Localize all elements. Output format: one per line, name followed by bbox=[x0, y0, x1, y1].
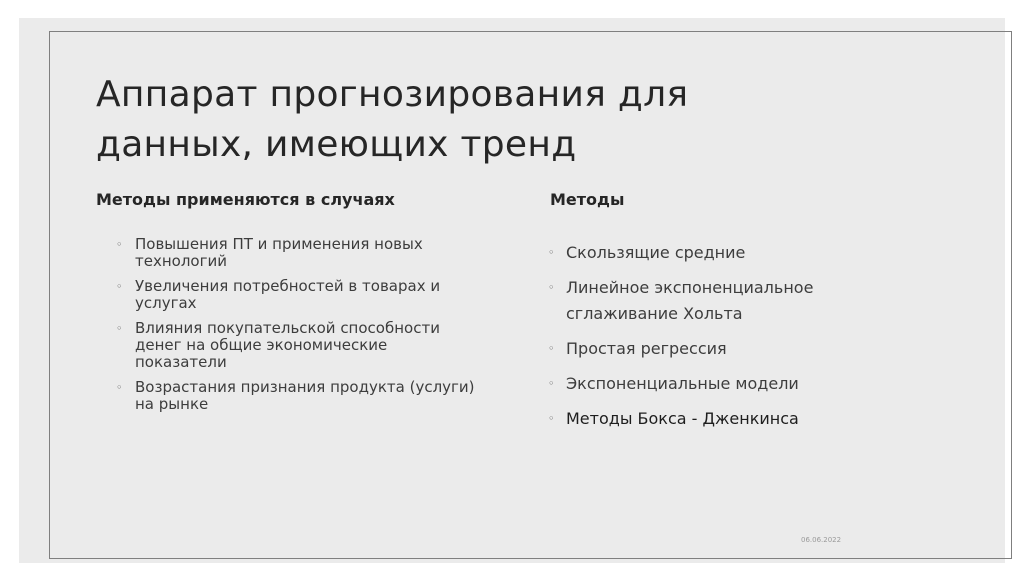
right-list-item bbox=[548, 240, 888, 266]
left-list-item-text: Увеличения потребностей в товарах и услугах bbox=[135, 277, 441, 312]
slide bbox=[19, 18, 1005, 563]
bullet-icon: ◦ bbox=[548, 342, 555, 355]
left-list-item-text: Влияния покупательской способности денег на общие экономические показатели bbox=[135, 319, 440, 371]
right-list-item-text: Экспоненциальные модели bbox=[566, 374, 799, 393]
left-bullet-list bbox=[116, 236, 476, 421]
right-list-item-text: Скользящие средние bbox=[566, 243, 746, 262]
bullet-icon: ◦ bbox=[548, 281, 555, 294]
left-list-item bbox=[116, 320, 476, 371]
right-list-item-text: Методы Бокса - Дженкинса bbox=[566, 409, 799, 428]
bullet-icon: ◦ bbox=[116, 322, 123, 335]
left-list-item bbox=[116, 278, 476, 312]
right-bullet-list bbox=[548, 240, 888, 441]
right-list-item-text: Линейное экспоненциальное сглаживание Хольта bbox=[566, 278, 814, 323]
slide-title-line-2: данных, имеющих тренд bbox=[96, 124, 577, 165]
slide-title-line-1: Аппарат прогнозирования для bbox=[96, 74, 689, 115]
slide-title bbox=[96, 70, 856, 170]
right-list-item-text: Простая регрессия bbox=[566, 339, 727, 358]
right-list-item bbox=[548, 371, 888, 397]
left-column-heading: Методы применяются в случаях bbox=[96, 190, 395, 209]
right-column-heading: Методы bbox=[550, 190, 625, 209]
bullet-icon: ◦ bbox=[548, 377, 555, 390]
slide-date: 06.06.2022 bbox=[801, 536, 842, 544]
bullet-icon: ◦ bbox=[548, 246, 555, 259]
bullet-icon: ◦ bbox=[116, 238, 123, 251]
right-list-item bbox=[548, 406, 888, 432]
left-list-item bbox=[116, 379, 476, 413]
right-list-item bbox=[548, 275, 888, 327]
right-list-item bbox=[548, 336, 888, 362]
left-list-item-text: Возрастания признания продукта (услуги) на рынке bbox=[135, 378, 475, 413]
left-list-item bbox=[116, 236, 476, 270]
bullet-icon: ◦ bbox=[548, 412, 555, 425]
bullet-icon: ◦ bbox=[116, 381, 123, 394]
left-list-item-text: Повышения ПТ и применения новых технологий bbox=[135, 235, 423, 270]
bullet-icon: ◦ bbox=[116, 280, 123, 293]
